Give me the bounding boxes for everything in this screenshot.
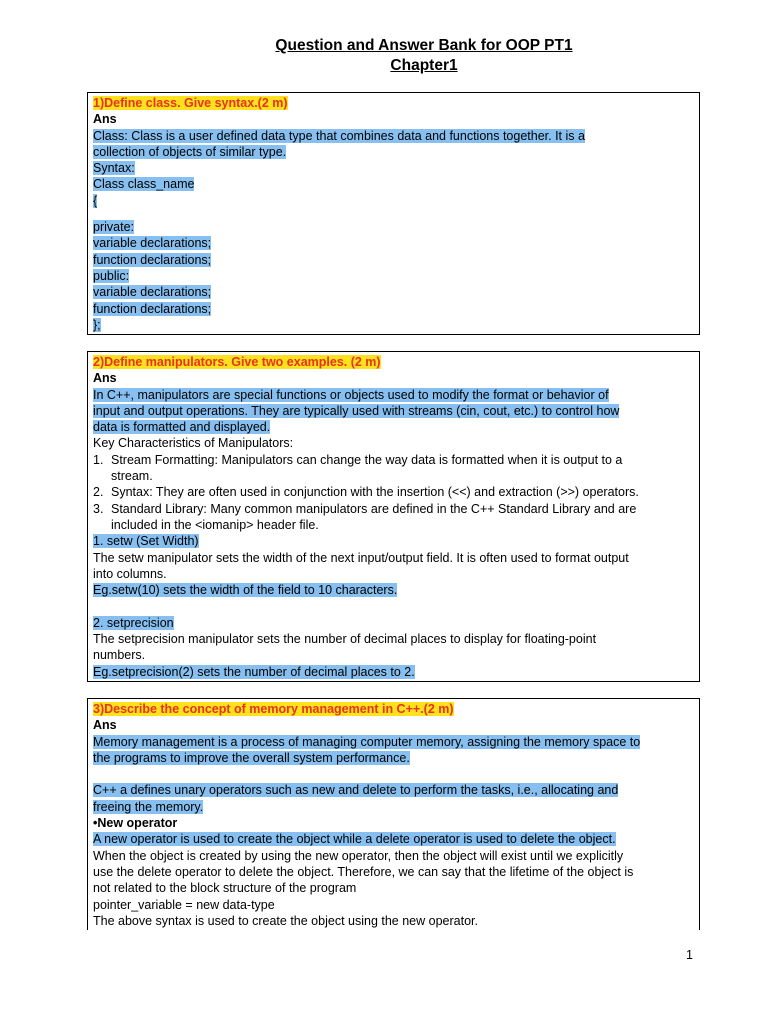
code-line: }; <box>93 317 101 332</box>
answer-text: use the delete operator to delete the object. Therefore, we can say that the lifetime of the object is <box>93 864 634 879</box>
answer-label: Ans <box>93 112 117 127</box>
question-heading: 1)Define class. Give syntax.(2 m) <box>93 96 288 110</box>
answer-text: collection of objects of similar type. <box>93 144 287 159</box>
key-characteristics-title: Key Characteristics of Manipulators: <box>93 436 294 451</box>
answer-text: The above syntax is used to create the object using the new operator. <box>93 913 478 928</box>
answer-text: When the object is created by using the new operator, then the object will exist until we explicitly <box>93 848 624 863</box>
list-item: 1. Stream Formatting: Manipulators can change the way data is formatted when it is output to a <box>93 452 623 467</box>
question-heading: 3)Describe the concept of memory management in C++.(2 m) <box>93 702 454 716</box>
question-box-1 <box>87 92 700 335</box>
example-text: Eg.setw(10) sets the width of the field to 10 characters. <box>93 583 398 598</box>
code-line: function declarations; <box>93 301 212 316</box>
spacer <box>93 598 694 614</box>
list-item: 2. Syntax: They are often used in conjunction with the insertion (<<) and extraction (>>) operators. <box>93 485 639 500</box>
answer-text: The setprecision manipulator sets the number of decimal places to display for floating-point <box>93 632 597 647</box>
answer-label: Ans <box>93 371 117 386</box>
code-line: { <box>93 193 98 208</box>
code-line: function declarations; <box>93 252 212 267</box>
syntax-line: pointer_variable = new data-type <box>93 897 275 912</box>
code-line: public: <box>93 268 130 283</box>
code-line: private: <box>93 220 134 235</box>
answer-text: Memory management is a process of managing computer memory, assigning the memory space to <box>93 734 641 749</box>
answer-text: Class: Class is a user defined data type that combines data and functions together. It is a <box>93 128 585 143</box>
question-box-2 <box>87 351 700 682</box>
example-title: 1. setw (Set Width) <box>93 534 199 549</box>
answer-text: freeing the memory. <box>93 799 204 814</box>
answer-text: A new operator is used to create the object while a delete operator is used to delete the object. <box>93 832 616 847</box>
answer-text: data is formatted and displayed. <box>93 420 271 435</box>
answer-text: input and output operations. They are typically used with streams (cin, cout, etc.) to control how <box>93 403 620 418</box>
page-number: 1 <box>686 948 693 962</box>
answer-text: C++ a defines unary operators such as new and delete to perform the tasks, i.e., allocating and <box>93 783 619 798</box>
answer-text: In C++, manipulators are special functions or objects used to modify the format or behavior of <box>93 387 609 402</box>
answer-text: numbers. <box>93 648 146 663</box>
document-title: Question and Answer Bank for OOP PT1 <box>275 37 573 54</box>
code-line: Class class_name <box>93 177 195 192</box>
syntax-label: Syntax: <box>93 161 135 176</box>
answer-text: not related to the block structure of the program <box>93 881 357 896</box>
chapter-title: Chapter1 <box>390 57 458 74</box>
answer-text: the programs to improve the overall system performance. <box>93 750 410 765</box>
answer-label: Ans <box>93 718 117 733</box>
answer-text: into columns. <box>93 566 167 581</box>
question-heading: 2)Define manipulators. Give two examples. (2 m) <box>93 355 381 369</box>
question-box-3 <box>87 698 700 930</box>
spacer <box>93 766 694 782</box>
new-operator-heading: •New operator <box>93 816 178 831</box>
code-line: variable declarations; <box>93 285 212 300</box>
list-item-continued: stream. <box>111 469 153 484</box>
example-title: 2. setprecision <box>93 615 174 630</box>
answer-text: The setw manipulator sets the width of the next input/output field. It is often used to format output <box>93 550 629 565</box>
example-text: Eg.setprecision(2) sets the number of decimal places to 2. <box>93 664 415 679</box>
code-line: variable declarations; <box>93 236 212 251</box>
list-item-continued: included in the <iomanip> header file. <box>111 517 319 532</box>
list-item: 3. Standard Library: Many common manipulators are defined in the C++ Standard Library and are <box>93 501 637 516</box>
